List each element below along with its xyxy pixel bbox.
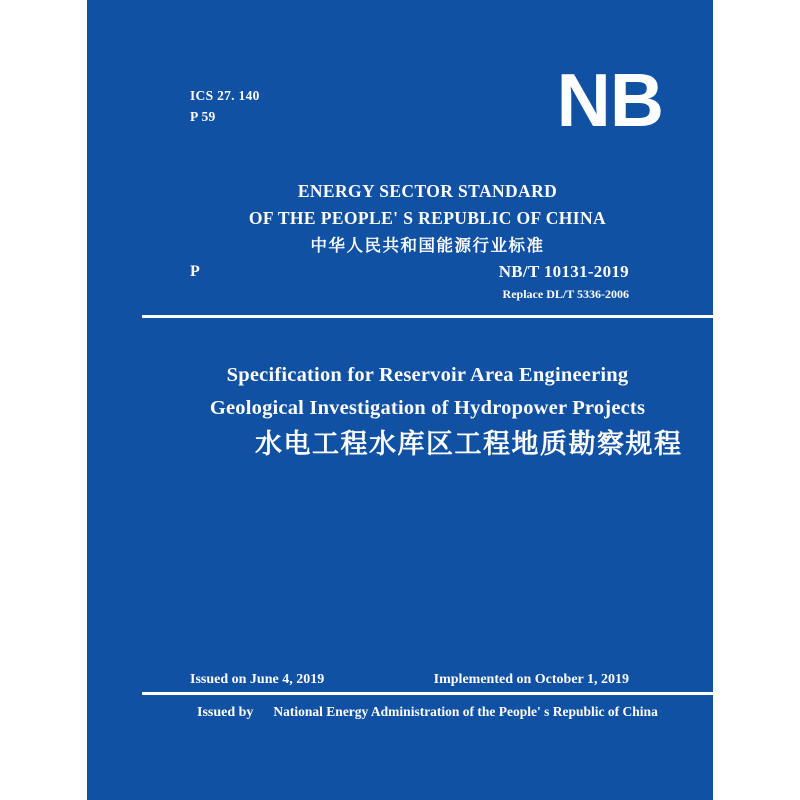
title-english (142, 359, 713, 424)
issuer-row (197, 703, 713, 722)
divider-rule-top (142, 315, 713, 318)
classification-codes (190, 85, 260, 127)
issued-by-value: National Energy Administration of the People' s Republic of China (273, 704, 658, 719)
divider-rule-bottom (142, 692, 713, 695)
standard-name-en-line2: OF THE PEOPLE' S REPUBLIC OF CHINA (248, 208, 607, 228)
standard-cover-page (87, 0, 713, 800)
replaced-standard-note: Replace DL/T 5336-2006 (502, 287, 629, 301)
issued-date: Issued on June 4, 2019 (190, 672, 325, 687)
title-chinese: 水电工程水库区工程地质勘察规程 (255, 429, 683, 459)
standard-number: NB/T 10131-2019 (498, 262, 629, 281)
standard-name-block (142, 178, 713, 260)
implemented-date: Implemented on October 1, 2019 (433, 672, 629, 687)
standard-number-row (190, 262, 629, 301)
standard-number-block (499, 262, 629, 301)
ics-code: ICS 27. 140 (190, 88, 260, 103)
title-en-line1: Specification for Reservoir Area Engineering (226, 364, 629, 386)
catalog-code: P 59 (190, 109, 216, 124)
nb-logo: NB (556, 58, 663, 142)
catalog-letter: P (190, 263, 200, 280)
standard-name-en-line1: ENERGY SECTOR STANDARD (297, 181, 558, 201)
dates-row (190, 671, 629, 689)
standard-name-zh: 中华人民共和国能源行业标准 (310, 237, 545, 255)
issued-by-label: Issued by (197, 705, 254, 720)
title-en-line2: Geological Investigation of Hydropower Projects (209, 396, 646, 419)
